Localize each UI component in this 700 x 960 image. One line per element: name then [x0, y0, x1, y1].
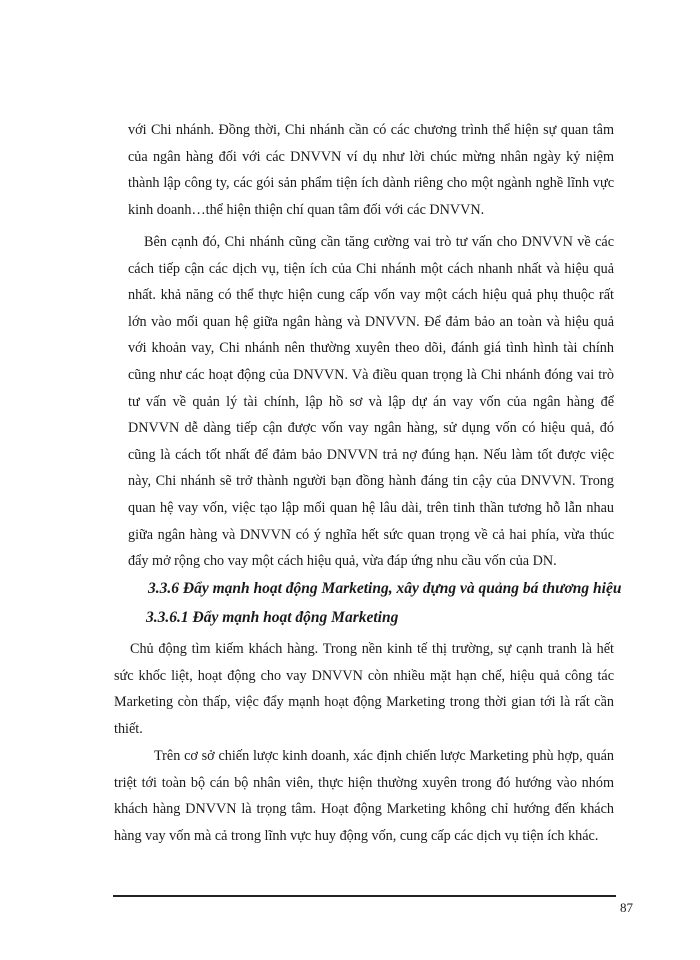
paragraph-marketing-strategy: Trên cơ sở chiến lược kinh doanh, xác định chiến lược Marketing phù hợp, quán triệt tới toàn bộ cán bộ nhân viên, thực hiện thường xuyên trong đó hướng vào nhóm khách hàng DNVVN là trọng tâm. Hoạt động Marketing không chỉ hướng đến khách hàng vay vốn mà cả trong lĩnh vực huy động vốn, cung cấp các dịch vụ tiện ích khác.: [114, 748, 614, 844]
paragraph-advisory-role: Bên cạnh đó, Chi nhánh cũng cần tăng cường vai trò tư vấn cho DNVVN về các cách tiếp cận các dịch vụ, tiện ích của Chi nhánh một cách nhanh nhất và hiệu quả nhất. khả năng có thể thực hiện cung cấp vốn vay một cách hiệu quả phụ thuộc rất lớn vào mối quan hệ giữa ngân hàng và DNVVN. Để đảm bảo an toàn và hiệu quả với khoản vay, Chi nhánh nên thường xuyên theo dõi, đánh giá tình hình tài chính cũng như các hoạt động của DNVVN. Và điều quan trọng là Chi nhánh đóng vai trò tư vấn về quản lý tài chính, lập hồ sơ và lập dự án vay vốn của ngân hàng để DNVVN dễ dàng tiếp cận được vốn vay ngân hàng, sử dụng vốn có hiệu quả, đó cũng là cách tốt nhất để đảm bảo DNVVN trả nợ đúng hạn. Nếu làm tốt được việc này, Chi nhánh sẽ trở thành người bạn đồng hành đáng tin cậy của DNVVN. Trong quan hệ vay vốn, việc tạo lập mối quan hệ lâu dài, trên tinh thần tương hỗ lẫn nhau giữa ngân hàng và DNVVN có ý nghĩa hết sức quan trọng về cả hai phía, vừa thúc đẩy mở rộng cho vay một cách hiệu quả, vừa đáp ứng nhu cầu vốn của DN.: [128, 234, 614, 570]
section-heading-3-3-6: 3.3.6 Đẩy mạnh hoạt động Marketing, xây dựng và quảng bá thương hiệu: [148, 580, 622, 597]
paragraph-seek-customers: Chủ động tìm kiếm khách hàng. Trong nền kinh tế thị trường, sự cạnh tranh là hết sức khốc liệt, hoạt động cho vay DNVVN còn nhiều mặt hạn chế, hiệu quả công tác Marketing còn thấp, việc đẩy mạnh hoạt động Marketing trong thời gian tới là rất cần thiết.: [114, 641, 614, 737]
page-number: 87: [620, 900, 633, 915]
paragraph-customer-care: với Chi nhánh. Đồng thời, Chi nhánh cần có các chương trình thể hiện sự quan tâm của ngân hàng đối với các DNVVN ví dụ như lời chúc mừng nhân ngày kỷ niệm thành lập công ty, các gói sản phẩm tiện ích dành riêng cho một ngành nghề lĩnh vực kinh doanh…thể hiện thiện chí quan tâm đối với các DNVVN.: [128, 122, 614, 218]
footer-rule: [113, 895, 616, 897]
subsection-heading-3-3-6-1: 3.3.6.1 Đẩy mạnh hoạt động Marketing: [146, 609, 399, 626]
